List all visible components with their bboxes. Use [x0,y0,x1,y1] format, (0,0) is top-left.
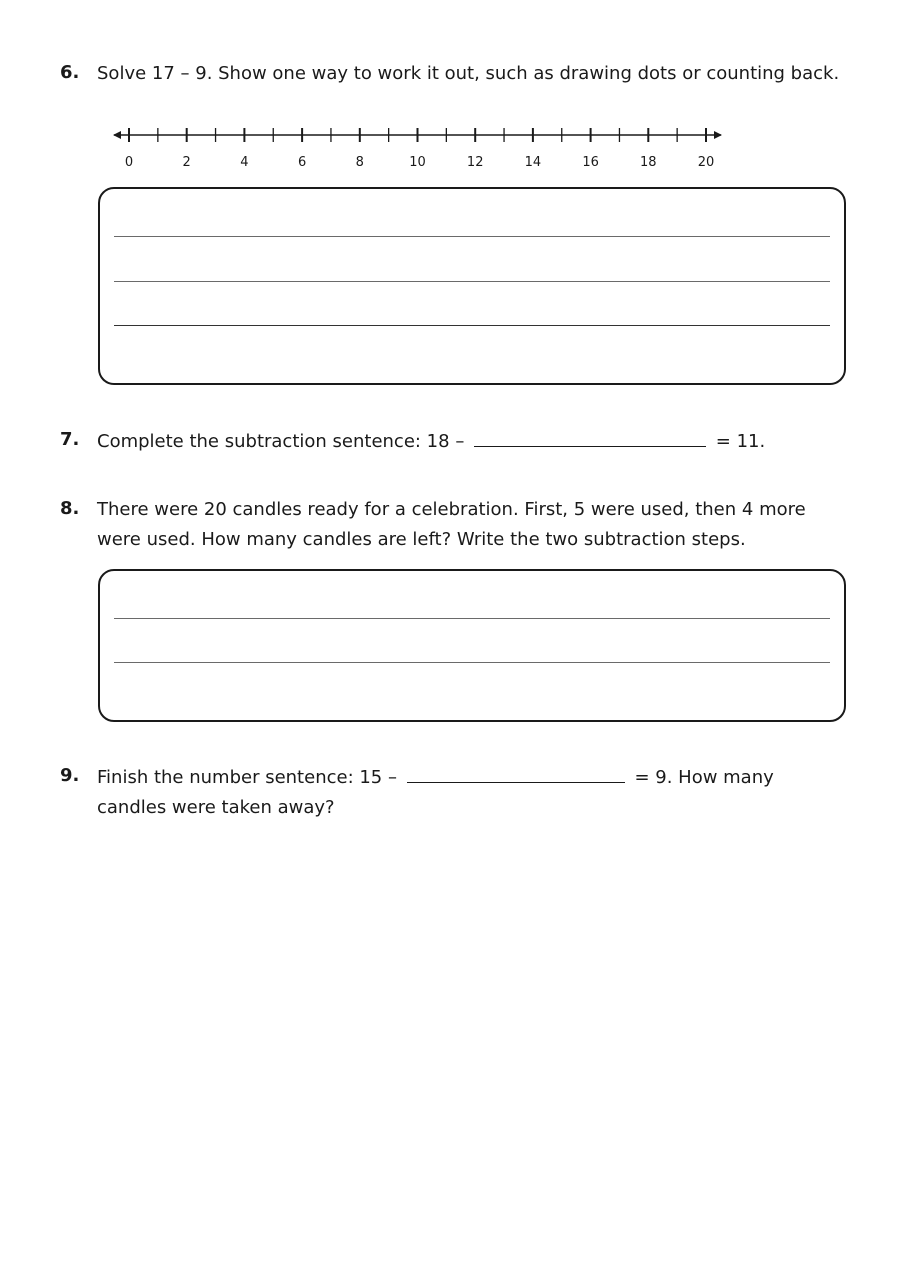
number-line-label: 2 [182,155,191,170]
question-9-line-2: candles were taken away? [97,797,335,818]
question-8-line-1: There were 20 candles ready for a celebration. First, 5 were used, then 4 more [97,499,806,520]
writing-line [114,281,830,282]
number-line-label: 10 [409,155,426,170]
number-line [108,122,738,182]
question-7-text [97,426,765,457]
number-line-label: 8 [355,155,364,170]
right-arrow-icon [714,131,722,139]
question-8-line-2: were used. How many candles are left? Write the two subtraction steps. [97,529,746,550]
number-line-label: 14 [524,155,542,170]
question-8-answer-box[interactable] [98,569,846,722]
question-8-number: 8. [60,498,80,519]
number-line-label: 4 [240,155,249,170]
question-9-text-before: Finish the number sentence: 15 – [97,767,397,788]
number-line-label: 12 [466,155,484,170]
writing-line [114,618,830,619]
writing-line [114,662,830,663]
number-line-label: 18 [640,155,657,170]
question-9-text [97,762,774,823]
question-7-answer-blank[interactable] [474,426,706,447]
question-9-answer-blank[interactable] [407,762,625,783]
writing-line [114,236,830,237]
left-arrow-icon [113,131,121,139]
question-8-text [97,495,806,555]
question-6-text: Solve 17 – 9. Show one way to work it out, such as drawing dots or counting back. [97,63,840,84]
question-7-text-before: Complete the subtraction sentence: 18 – [97,431,465,452]
number-line-label: 16 [582,155,599,170]
number-line-label: 20 [697,155,715,170]
question-9-text-after: = 9. How many [634,767,774,788]
number-line-label: 6 [297,155,307,170]
question-7-text-after: = 11. [715,431,766,452]
writing-line [114,325,830,326]
question-7-number: 7. [60,429,80,450]
question-6-number: 6. [60,62,80,83]
number-line-label: 0 [124,155,134,170]
question-9-number: 9. [60,765,80,786]
question-6-answer-box[interactable] [98,187,846,385]
